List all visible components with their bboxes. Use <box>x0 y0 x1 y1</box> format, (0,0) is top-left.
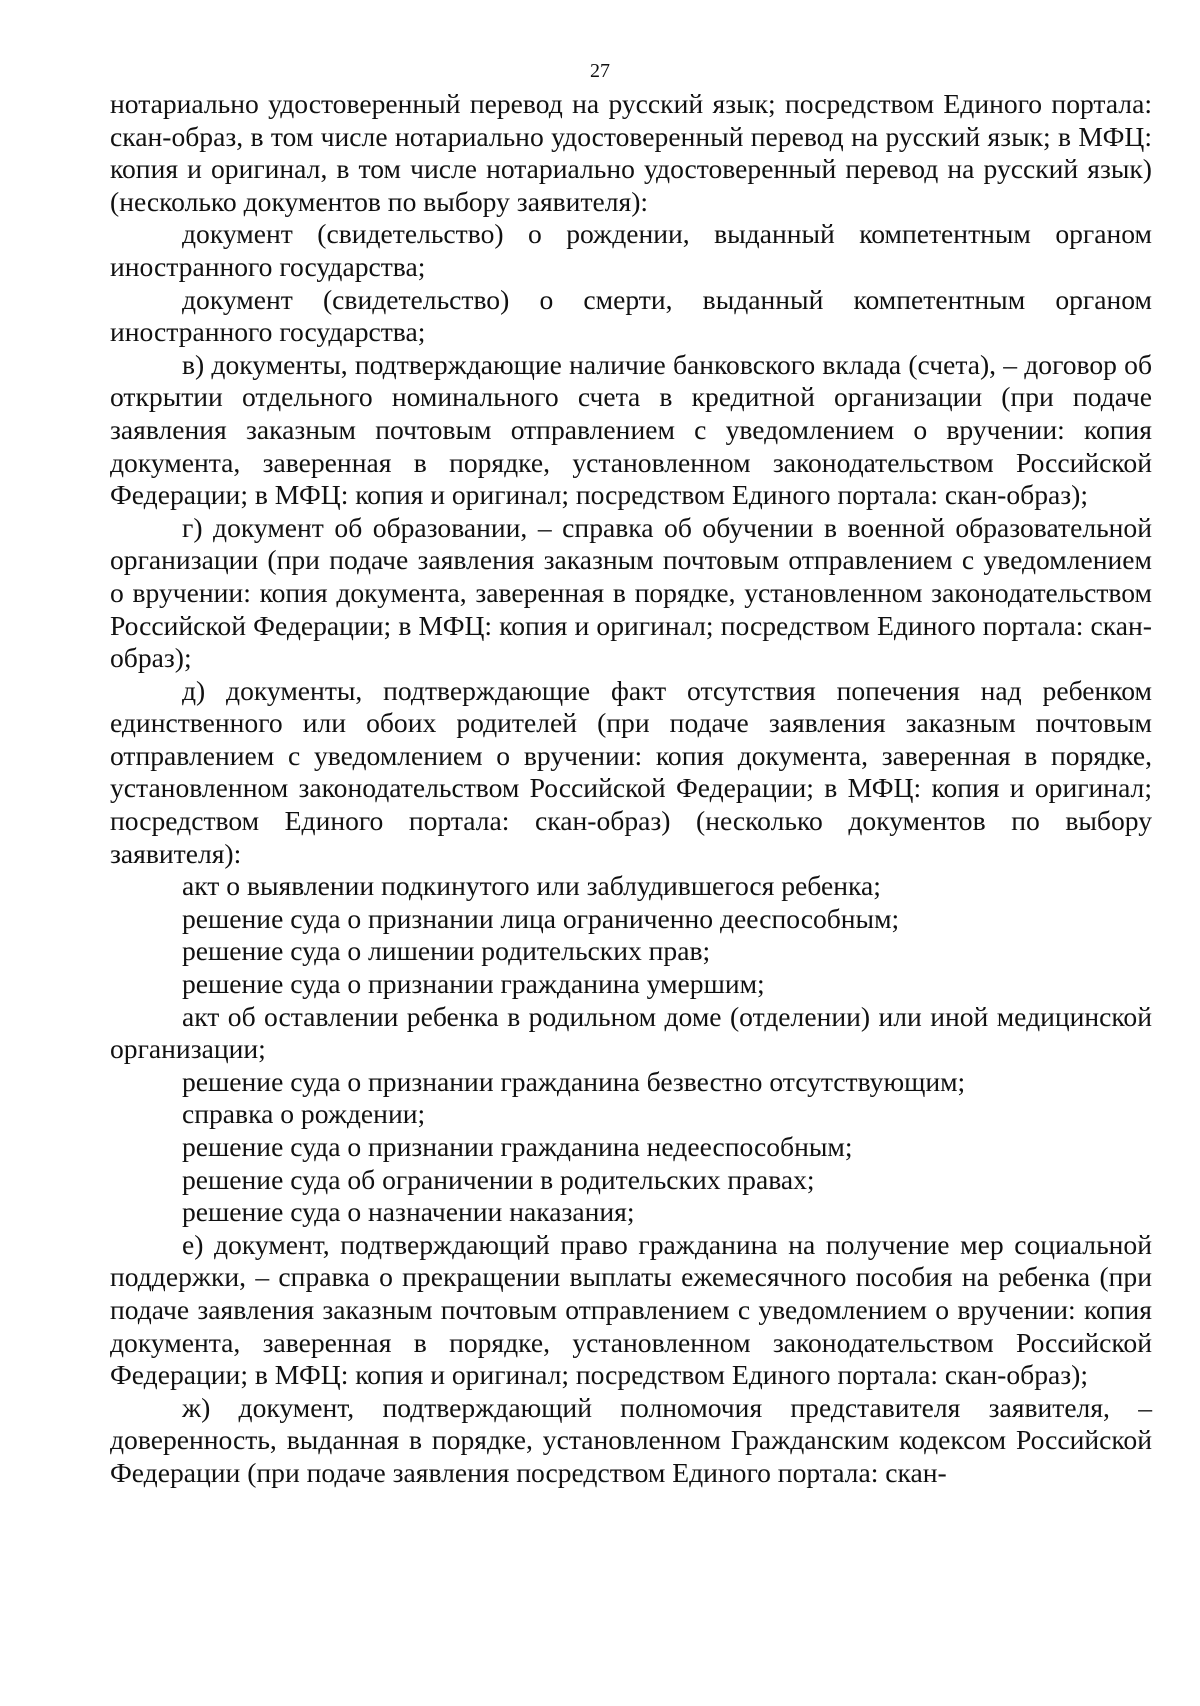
paragraph: в) документы, подтверждающие наличие банковского вклада (счета), – договор об открытии отдельного номинального счета в кредитной организации (при подаче заявления заказным почтовым отправлением с уведомлением о вручении: копия документа, заверенная в порядке, установленном законодательством Российской Федерации; в МФЦ: копия и оригинал; посредством Единого портала: скан-образ); <box>110 348 1152 511</box>
paragraph: решение суда о назначении наказания; <box>182 1196 635 1228</box>
paragraph: акт об оставлении ребенка в родильном доме (отделении) или иной медицинской организации; <box>110 1000 1152 1065</box>
paragraph: ж) документ, подтверждающий полномочия представителя заявителя, – доверенность, выданная в порядке, установленном Гражданским кодексом Российской Федерации (при подаче заявления посредством Единого портала: скан- <box>110 1391 1152 1488</box>
paragraph: нотариально удостоверенный перевод на русский язык; посредством Единого портала: скан-образ, в том числе нотариально удостоверенный перевод на русский язык; в МФЦ: копия и оригинал, в том числе нотариально удостоверенный перевод на русский язык) (несколько документов по выбору заявителя): <box>110 88 1152 217</box>
page-number: 27 <box>590 60 610 82</box>
paragraph: акт о выявлении подкинутого или заблудившегося ребенка; <box>182 870 881 902</box>
document-body <box>110 88 1152 1490</box>
paragraph: решение суда об ограничении в родительских правах; <box>182 1163 815 1195</box>
paragraph: документ (свидетельство) о смерти, выданный компетентным органом иностранного государства; <box>110 283 1152 348</box>
paragraph: документ (свидетельство) о рождении, выданный компетентным органом иностранного государства; <box>110 218 1152 282</box>
paragraph: решение суда о признании гражданина умершим; <box>182 968 765 1000</box>
paragraph: решение суда о признании гражданина недееспособным; <box>182 1131 853 1162</box>
paragraph: е) документ, подтверждающий право гражданина на получение мер социальной поддержки, – справка о прекращении выплаты ежемесячного пособия на ребенка (при подаче заявления заказным почтовым отправлением с уведомлением о вручении: копия документа, заверенная в порядке, установленном законодательством Российской Федерации; в МФЦ: копия и оригинал; посредством Единого портала: скан-образ); <box>110 1228 1152 1391</box>
paragraph: д) документы, подтверждающие факт отсутствия попечения над ребенком единственного или обоих родителей (при подаче заявления заказным почтовым отправлением с уведомлением о вручении: копия документа, заверенная в порядке, установленном законодательством Российской Федерации; в МФЦ: копия и оригинал; посредством Единого портала: скан-образ) (несколько документов по выбору заявителя): <box>110 674 1152 869</box>
paragraph: решение суда о признании гражданина безвестно отсутствующим; <box>182 1065 966 1097</box>
paragraph: г) документ об образовании, – справка об обучении в военной образовательной организации (при подаче заявления заказным почтовым отправлением с уведомлением о вручении: копия документа, заверенная в порядке, установленном законодательством Российской Федерации; в МФЦ: копия и оригинал; посредством Единого портала: скан-образ); <box>110 511 1152 674</box>
paragraph: решение суда о лишении родительских прав; <box>182 935 711 967</box>
paragraph: решение суда о признании лица ограниченно дееспособным; <box>182 902 900 934</box>
paragraph: справка о рождении; <box>182 1098 426 1130</box>
